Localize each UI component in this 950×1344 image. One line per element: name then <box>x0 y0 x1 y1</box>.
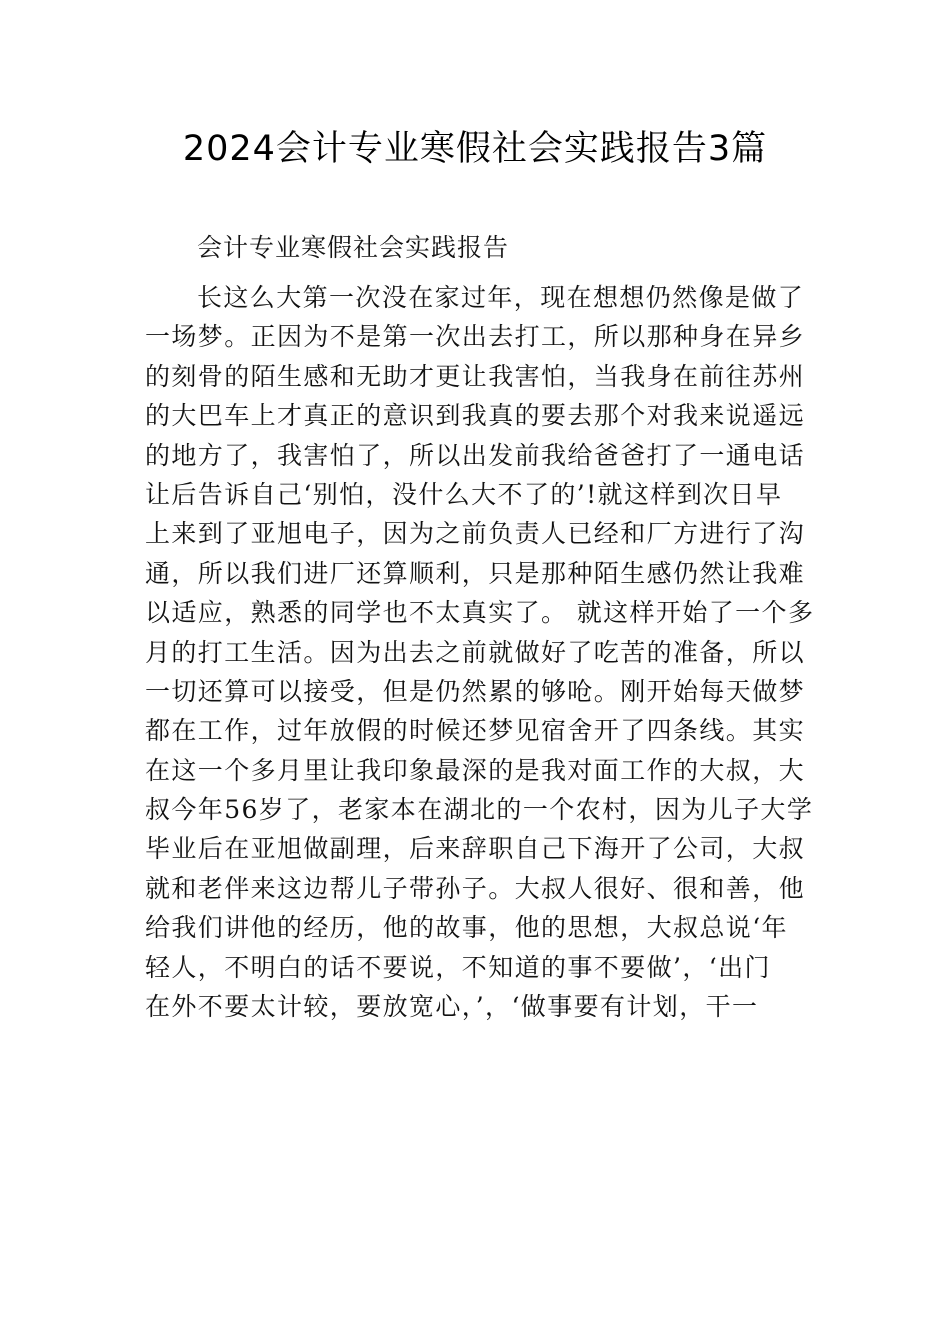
paragraph-line: 给我们讲他的经历，他的故事，他的思想，大叔总说‘年 <box>145 913 788 943</box>
section-subtitle: 会计专业寒假社会实践报告 <box>197 233 510 262</box>
paragraph-line: 上来到了亚旭电子，因为之前负责人已经和厂方进行了沟 <box>145 519 806 549</box>
paragraph-line: 让后告诉自己‘别怕，没什么大不了的’!就这样到次日早 <box>145 479 783 509</box>
paragraph-line: 一切还算可以接受，但是仍然累的够呛。刚开始每天做梦 <box>145 676 806 706</box>
paragraph-line: 以适应，熟悉的同学也不太真实了。 就这样开始了一个多 <box>145 598 815 628</box>
document-body <box>145 228 815 1026</box>
document-title: 2024会计专业寒假社会实践报告3篇 <box>182 129 768 169</box>
paragraph-line: 叔今年56岁了，老家本在湖北的一个农村，因为儿子大学 <box>145 795 814 825</box>
paragraph-line: 在外不要太计较，要放宽心，’，‘做事要有计划，干一 <box>145 992 759 1022</box>
paragraph-line: 的大巴车上才真正的意识到我真的要去那个对我来说遥远 <box>145 401 806 431</box>
paragraph-line: 的地方了，我害怕了，所以出发前我给爸爸打了一通电话 <box>145 440 806 470</box>
paragraph-line: 长这么大第一次没在家过年，现在想想仍然像是做了 <box>197 283 805 312</box>
paragraph <box>145 278 815 1026</box>
paragraph-line: 一场梦。正因为不是第一次出去打工，所以那种身在异乡 <box>145 322 806 352</box>
paragraph-line: 通，所以我们进厂还算顺利，只是那种陌生感仍然让我难 <box>145 558 806 588</box>
paragraph-line: 的刻骨的陌生感和无助才更让我害怕，当我身在前往苏州 <box>145 361 806 391</box>
paragraph-line: 毕业后在亚旭做副理，后来辞职自己下海开了公司，大叔 <box>145 834 806 864</box>
paragraph-line: 月的打工生活。因为出去之前就做好了吃苦的准备，所以 <box>145 637 806 667</box>
paragraph-line: 都在工作，过年放假的时候还梦见宿舍开了四条线。其实 <box>145 716 806 746</box>
paragraph-line: 轻人，不明白的话不要说，不知道的事不要做’，‘出门 <box>145 952 771 982</box>
paragraph-line: 在这一个多月里让我印象最深的是我对面工作的大叔，大 <box>145 755 806 785</box>
paragraph-line: 就和老伴来这边帮儿子带孙子。大叔人很好、很和善，他 <box>145 873 806 903</box>
